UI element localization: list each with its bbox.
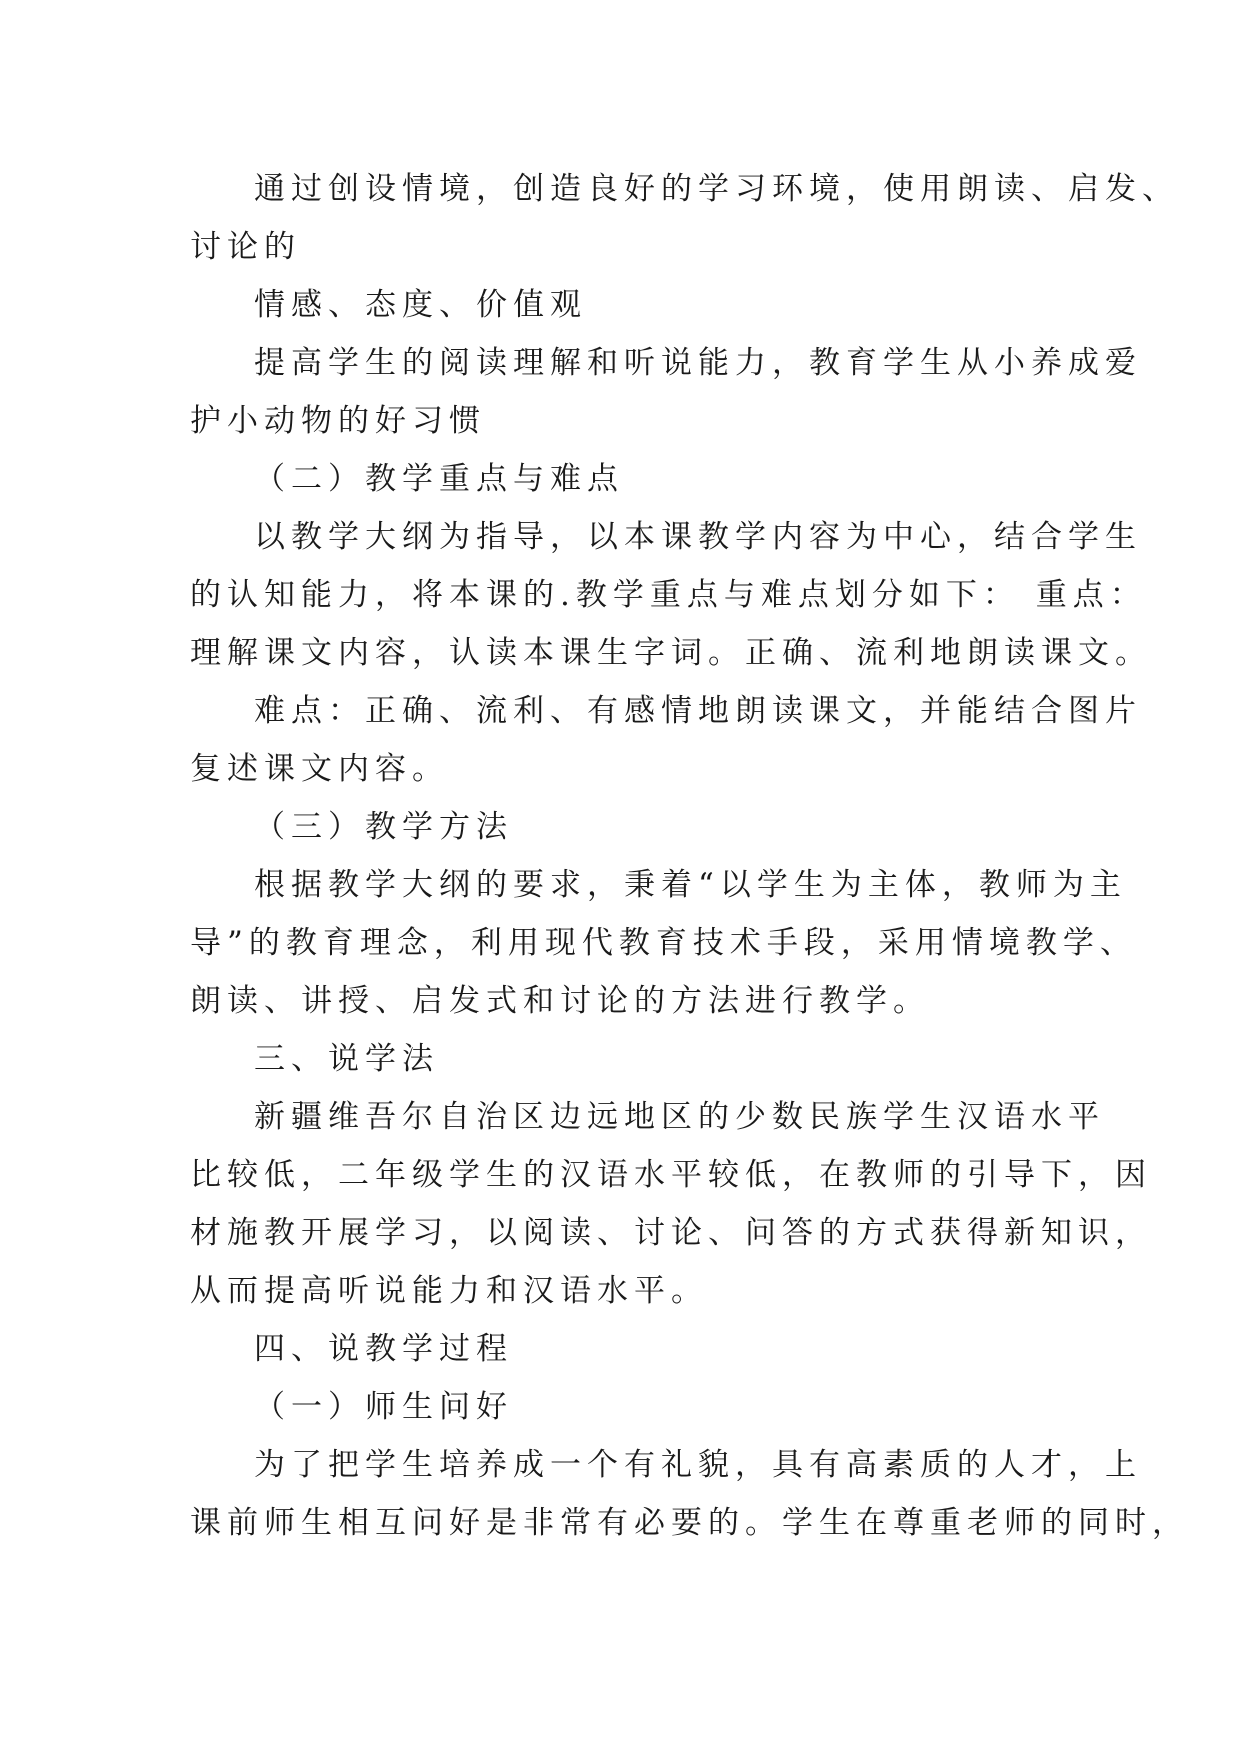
text-line: 以教学大纲为指导，以本课教学内容为中心，结合学生 (254, 519, 1142, 555)
text-line: 根据教学大纲的要求，秉着“以学生为主体，教师为主 (254, 867, 1127, 903)
text-line: 讨论的 (190, 229, 301, 265)
text-line: 理解课文内容，认读本课生字词。正确、流利地朗读课文。 (190, 635, 1152, 671)
text-line: 课前师生相互问好是非常有必要的。学生在尊重老师的同时， (190, 1505, 1189, 1541)
text-line: 通过创设情境，创造良好的学习环境，使用朗读、启发、 (254, 171, 1179, 207)
text-line: 朗读、讲授、启发式和讨论的方法进行教学。 (190, 983, 930, 1019)
section-heading: （一）师生问好 (254, 1389, 513, 1425)
text-line: 提高学生的阅读理解和听说能力，教育学生从小养成爱 (254, 345, 1142, 381)
text-line: 比较低，二年级学生的汉语水平较低，在教师的引导下，因 (190, 1157, 1152, 1193)
section-heading: 四、说教学过程 (254, 1331, 513, 1367)
section-heading: 三、说学法 (254, 1041, 439, 1077)
text-line: 复述课文内容。 (190, 751, 449, 787)
text-line: 新疆维吾尔自治区边远地区的少数民族学生汉语水平 (254, 1099, 1105, 1135)
text-line: 的认知能力，将本课的.教学重点与难点划分如下： 重点： (190, 577, 1147, 613)
text-line: 材施教开展学习，以阅读、讨论、问答的方式获得新知识， (190, 1215, 1152, 1251)
section-heading: 情感、态度、价值观 (254, 287, 587, 323)
section-heading: （二）教学重点与难点 (254, 461, 624, 497)
text-line: 难点：正确、流利、有感情地朗读课文，并能结合图片 (254, 693, 1142, 729)
document-body (190, 160, 1189, 1552)
text-line: 从而提高听说能力和汉语水平。 (190, 1273, 708, 1309)
text-line: 护小动物的好习惯 (190, 403, 486, 439)
section-heading: （三）教学方法 (254, 809, 513, 845)
text-line: 导”的教育理念，利用现代教育技术手段，采用情境教学、 (190, 925, 1137, 961)
text-line: 为了把学生培养成一个有礼貌，具有高素质的人才，上 (254, 1447, 1142, 1483)
